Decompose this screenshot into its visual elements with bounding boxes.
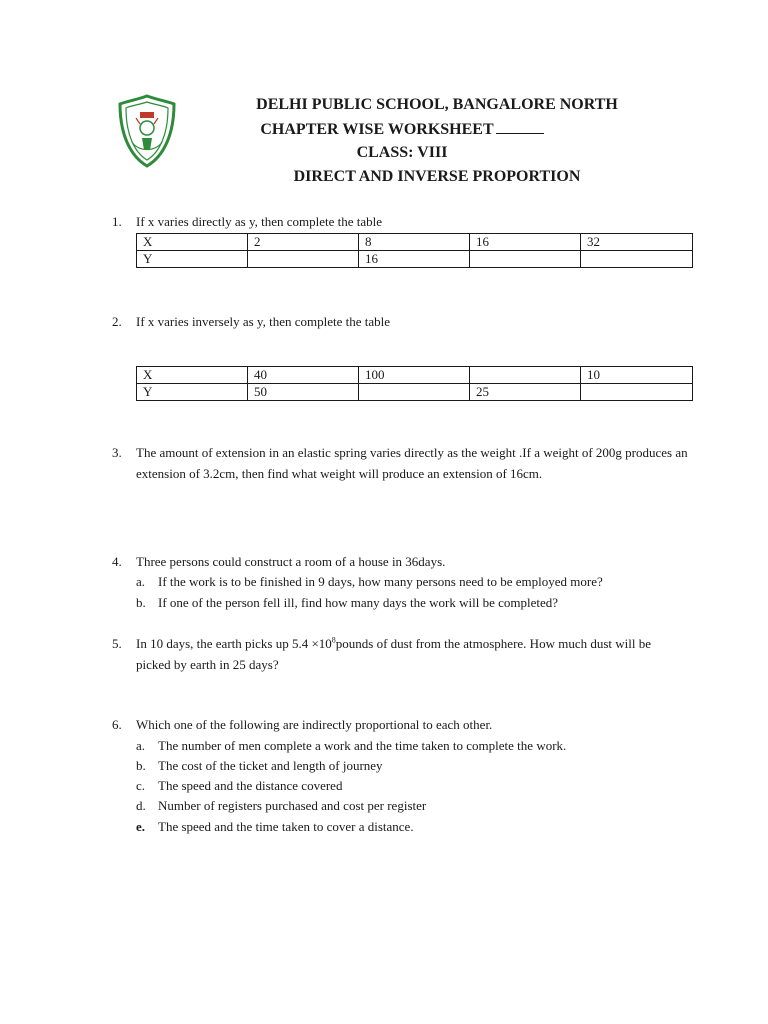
direct-proportion-table [136, 233, 693, 268]
option-text: Number of registers purchased and cost per register [158, 798, 427, 813]
question-text-part: In 10 days, the earth picks up 5.4 ×10 [136, 636, 332, 651]
table-cell: 25 [470, 384, 581, 401]
option-text: The speed and the time taken to cover a distance. [158, 819, 414, 834]
option-text: The number of men complete a work and the time taken to complete the work. [158, 738, 567, 753]
heading-underline [496, 119, 544, 134]
question-text: If x varies inversely as y, then complete the table [136, 314, 391, 329]
exponent: 8 [331, 635, 336, 645]
question-text: Three persons could construct a room of a house in 36days. [136, 554, 446, 569]
question-text: If x varies directly as y, then complete the table [136, 214, 383, 229]
option-letter: a. [136, 738, 146, 753]
option-letter: b. [136, 758, 146, 773]
option-letter: b. [136, 595, 146, 610]
question-number: 6. [112, 717, 122, 732]
option-letter: e. [136, 819, 146, 834]
table-row [137, 251, 693, 268]
question-5 [112, 633, 692, 675]
question-6 [112, 714, 692, 735]
class-heading: CLASS: VIII [356, 144, 448, 161]
table-row [137, 384, 693, 401]
question-number: 1. [112, 214, 122, 229]
question-4-option-b [136, 593, 696, 613]
question-text: Which one of the following are indirectly proportional to each other. [136, 717, 493, 732]
table-cell: 16 [359, 251, 470, 268]
table-cell: 8 [359, 234, 470, 251]
question-6-option-a [136, 736, 696, 756]
table-cell [581, 251, 693, 268]
option-text: If one of the person fell ill, find how many days the work will be completed? [158, 595, 559, 610]
option-text: If the work is to be finished in 9 days, how many persons need to be employed more? [158, 574, 603, 589]
table-cell: Y [137, 384, 248, 401]
worksheet-heading-text: CHAPTER WISE WORKSHEET [260, 121, 494, 138]
question-number: 2. [112, 314, 122, 329]
question-text-part: pounds of dust from the atmosphere. How much dust will be picked by earth in 25 days? [136, 636, 652, 672]
table-cell: 16 [470, 234, 581, 251]
table-cell: 50 [248, 384, 359, 401]
question-number: 4. [112, 554, 122, 569]
table-cell [248, 251, 359, 268]
table-cell [470, 367, 581, 384]
worksheet-heading [182, 119, 622, 140]
question-2 [112, 311, 692, 332]
topic-heading: DIRECT AND INVERSE PROPORTION [293, 168, 581, 185]
question-3 [112, 442, 692, 484]
question-text: The amount of extension in an elastic spring varies directly as the weight .If a weight of 200g produces an extension of 3.2cm, then find what weight will produce an extension of 16cm. [136, 445, 688, 481]
table-cell: 10 [581, 367, 693, 384]
option-letter: a. [136, 574, 146, 589]
question-number: 5. [112, 636, 122, 651]
option-letter: c. [136, 778, 146, 793]
inverse-proportion-table [136, 366, 693, 401]
option-letter: d. [136, 798, 146, 813]
option-text: The cost of the ticket and length of journey [158, 758, 383, 773]
table-cell: X [137, 234, 248, 251]
question-1 [112, 211, 692, 232]
table-row [137, 234, 693, 251]
question-4-option-a [136, 572, 696, 592]
table-row [137, 367, 693, 384]
question-6-option-b [136, 756, 696, 776]
table-cell [470, 251, 581, 268]
table-cell: 40 [248, 367, 359, 384]
question-6-option-c [136, 776, 696, 796]
school-name-heading: DELHI PUBLIC SCHOOL, BANGALORE NORTH [256, 96, 618, 113]
table-cell: 2 [248, 234, 359, 251]
option-text: The speed and the distance covered [158, 778, 343, 793]
question-number: 3. [112, 445, 122, 460]
table-cell: Y [137, 251, 248, 268]
question-6-option-d [136, 796, 696, 816]
question-text [136, 633, 676, 675]
table-cell [359, 384, 470, 401]
question-4 [112, 551, 692, 572]
question-6-option-e [136, 817, 696, 837]
table-cell: 100 [359, 367, 470, 384]
table-cell [581, 384, 693, 401]
table-cell: 32 [581, 234, 693, 251]
table-cell: X [137, 367, 248, 384]
